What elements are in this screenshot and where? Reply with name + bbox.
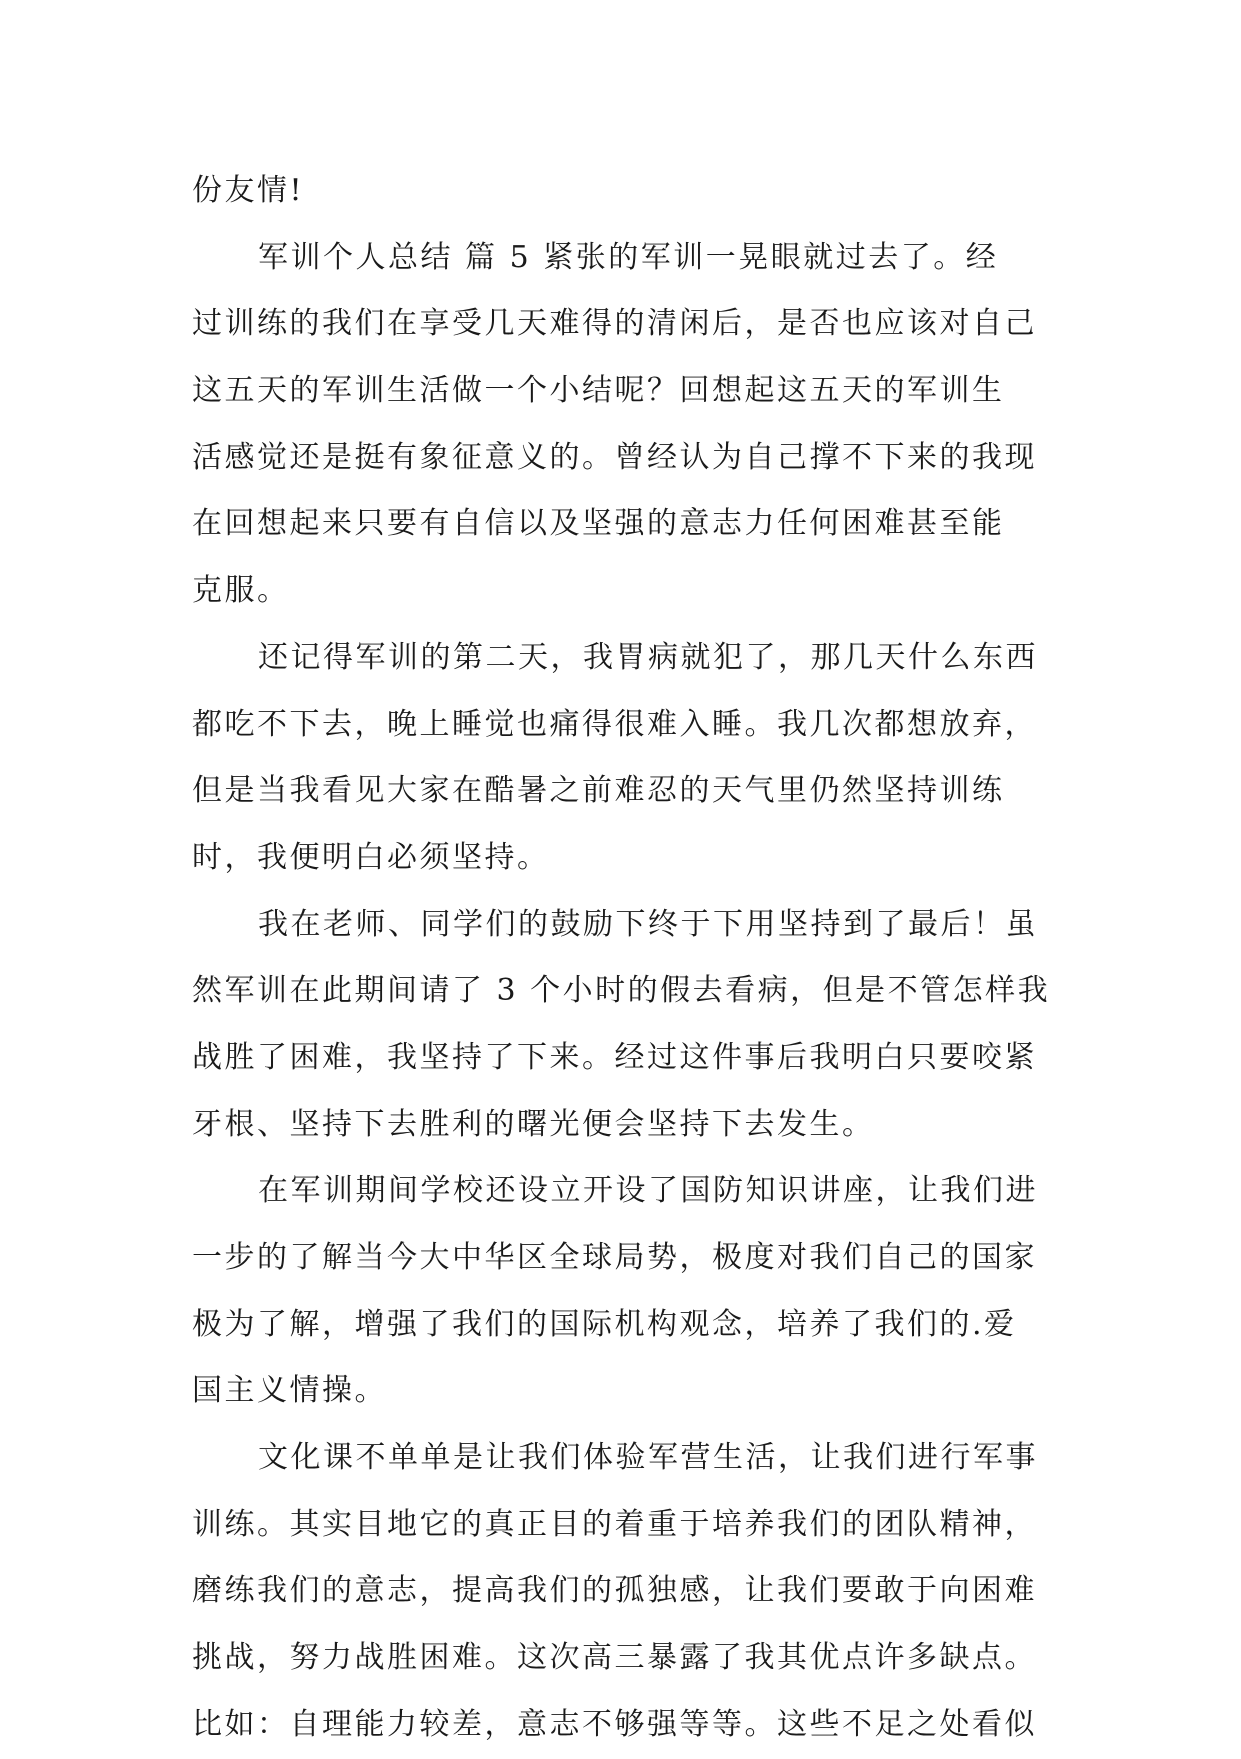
text-line: 训练。其实目地它的真正目的着重于培养我们的团队精神， bbox=[192, 1506, 1037, 1542]
text-line: 挑战，努力战胜困难。这次高三暴露了我其优点许多缺点。 bbox=[192, 1640, 1037, 1676]
document-body bbox=[192, 158, 1072, 1759]
text-line: 在回想起来只要有自信以及坚强的意志力任何困难甚至能 bbox=[192, 506, 1005, 542]
text-line: 过训练的我们在享受几天难得的清闲后，是否也应该对自己 bbox=[192, 306, 1037, 342]
text-line: 战胜了困难，我坚持了下来。经过这件事后我明白只要咬紧 bbox=[192, 1039, 1037, 1075]
text-line: 国主义情操。 bbox=[192, 1373, 387, 1409]
paragraph-start-line: 还记得军训的第二天，我胃病就犯了，那几天什么东西 bbox=[258, 639, 1038, 675]
text-line: 时，我便明白必须坚持。 bbox=[192, 839, 550, 875]
text-line: 极为了解，增强了我们的国际机构观念，培养了我们的.爱 bbox=[192, 1306, 1017, 1342]
text-line: 份友情! bbox=[192, 173, 305, 208]
text-line: 这五天的军训生活做一个小结呢？回想起这五天的军训生 bbox=[192, 373, 1005, 409]
text-line: 磨练我们的意志，提高我们的孤独感，让我们要敢于向困难 bbox=[192, 1573, 1037, 1609]
text-line: 都吃不下去，晚上睡觉也痛得很难入睡。我几次都想放弃， bbox=[192, 706, 1037, 742]
text-line: 克服。 bbox=[192, 573, 290, 609]
text-line: 但是当我看见大家在酷暑之前难忍的天气里仍然坚持训练 bbox=[192, 773, 1005, 809]
paragraph-start-line: 在军训期间学校还设立开设了国防知识讲座，让我们进 bbox=[258, 1173, 1038, 1209]
paragraph-start-line: 我在老师、同学们的鼓励下终于下用坚持到了最后！虽 bbox=[258, 906, 1038, 942]
paragraph-start-line: 文化课不单单是让我们体验军营生活，让我们进行军事 bbox=[258, 1440, 1038, 1476]
text-line: 一步的了解当今大中华区全球局势，极度对我们自己的国家 bbox=[192, 1240, 1037, 1275]
section-title-line: 军训个人总结 篇 5 紧张的军训一晃眼就过去了。经 bbox=[258, 239, 999, 275]
text-line: 活感觉还是挺有象征意义的。曾经认为自己撑不下来的我现 bbox=[192, 439, 1037, 475]
text-line: 牙根、坚持下去胜利的曙光便会坚持下去发生。 bbox=[192, 1106, 875, 1142]
text-line: 比如：自理能力较差，意志不够强等等。这些不足之处看似 bbox=[192, 1706, 1037, 1742]
text-line: 然军训在此期间请了 3 个小时的假去看病，但是不管怎样我 bbox=[192, 973, 1051, 1009]
